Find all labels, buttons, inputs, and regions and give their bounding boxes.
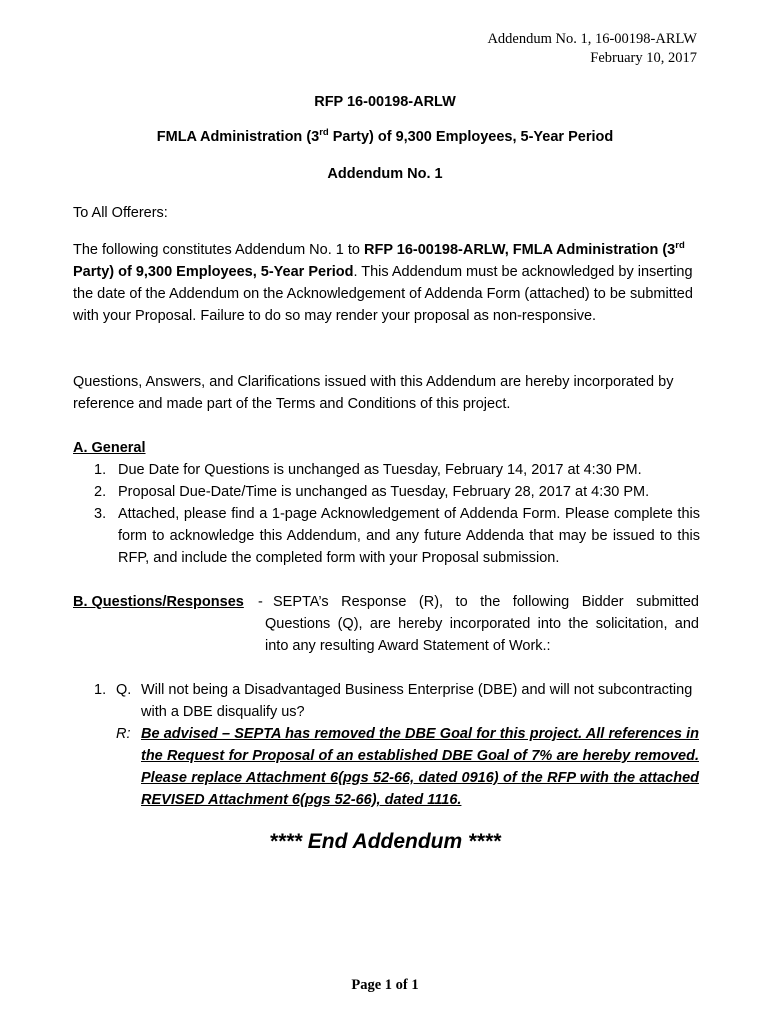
- fmla-title: FMLA Administration (3rd Party) of 9,300 Employees, 5-Year Period: [156, 127, 614, 145]
- section-b-dash: -: [258, 594, 263, 610]
- question-text: Will not being a Disadvantaged Business Enterprise (DBE) and will not subcontracting with a DBE disqualify us?: [141, 682, 693, 720]
- list-item-text: Due Date for Questions is unchanged as Tuesday, February 14, 2017 at 4:30 PM.: [118, 462, 642, 478]
- end-addendum: **** End Addendum ****: [269, 830, 501, 853]
- greeting: To All Offerers:: [73, 205, 168, 221]
- intro-paragraph: The following constitutes Addendum No. 1 to RFP 16-00198-ARLW, FMLA Administration (3rd Party) of 9,300 Employees, 5-Year Period. This Addendum must be acknowledged by inserting the date of the Addendum on the Acknowledgement of Addenda Form (attached) to be submitted with your Proposal. Failure to do so may render your proposal as non-responsive.: [73, 240, 693, 324]
- header-block: [487, 30, 697, 68]
- addendum-title: Addendum No. 1: [327, 166, 443, 182]
- list-item: [73, 481, 700, 503]
- header-addendum-ref: Addendum No. 1, 16-00198-ARLW: [487, 31, 697, 47]
- list-item-number: 3.: [94, 506, 107, 522]
- list-item-number: 2.: [94, 484, 107, 500]
- qa-paragraph: Questions, Answers, and Clarifications issued with this Addendum are hereby incorporated by reference and made part of the Terms and Conditions of this project.: [73, 374, 674, 412]
- response-label: R:: [116, 726, 131, 742]
- question-label: Q.: [116, 682, 132, 698]
- question-number: 1.: [94, 682, 107, 698]
- list-item-text: Proposal Due-Date/Time is unchanged as Tuesday, February 28, 2017 at 4:30 PM.: [118, 484, 650, 500]
- list-item: [73, 459, 700, 481]
- page-number: Page 1 of 1: [351, 977, 419, 993]
- list-item-text: Attached, please find a 1-page Acknowledgement of Addenda Form. Please complete this form to acknowledge this Addendum, and any future Addenda that may be issued to this RFP, and include the completed form with your Proposal submission.: [118, 506, 700, 566]
- list-item-number: 1.: [94, 462, 107, 478]
- list-item: [73, 503, 700, 569]
- section-b-title: B. Questions/Responses: [73, 594, 244, 610]
- section-a-title: A. General: [73, 440, 146, 456]
- section-a-list: [73, 459, 700, 569]
- rfp-title: RFP 16-00198-ARLW: [314, 94, 456, 110]
- section-b-text: SEPTA’s Response (R), to the following Bidder submitted Questions (Q), are hereby incorporated into the solicitation, and into any resulting Award Statement of Work.:: [265, 594, 699, 654]
- header-date: February 10, 2017: [590, 50, 697, 66]
- response-text: Be advised – SEPTA has removed the DBE Goal for this project. All references in the Request for Proposal of an established DBE Goal of 7% are hereby removed. Please replace Attachment 6(pgs 52-66, dated 0916) of the RFP with the attached REVISED Attachment 6(pgs 52-66), dated 1116.: [141, 726, 699, 808]
